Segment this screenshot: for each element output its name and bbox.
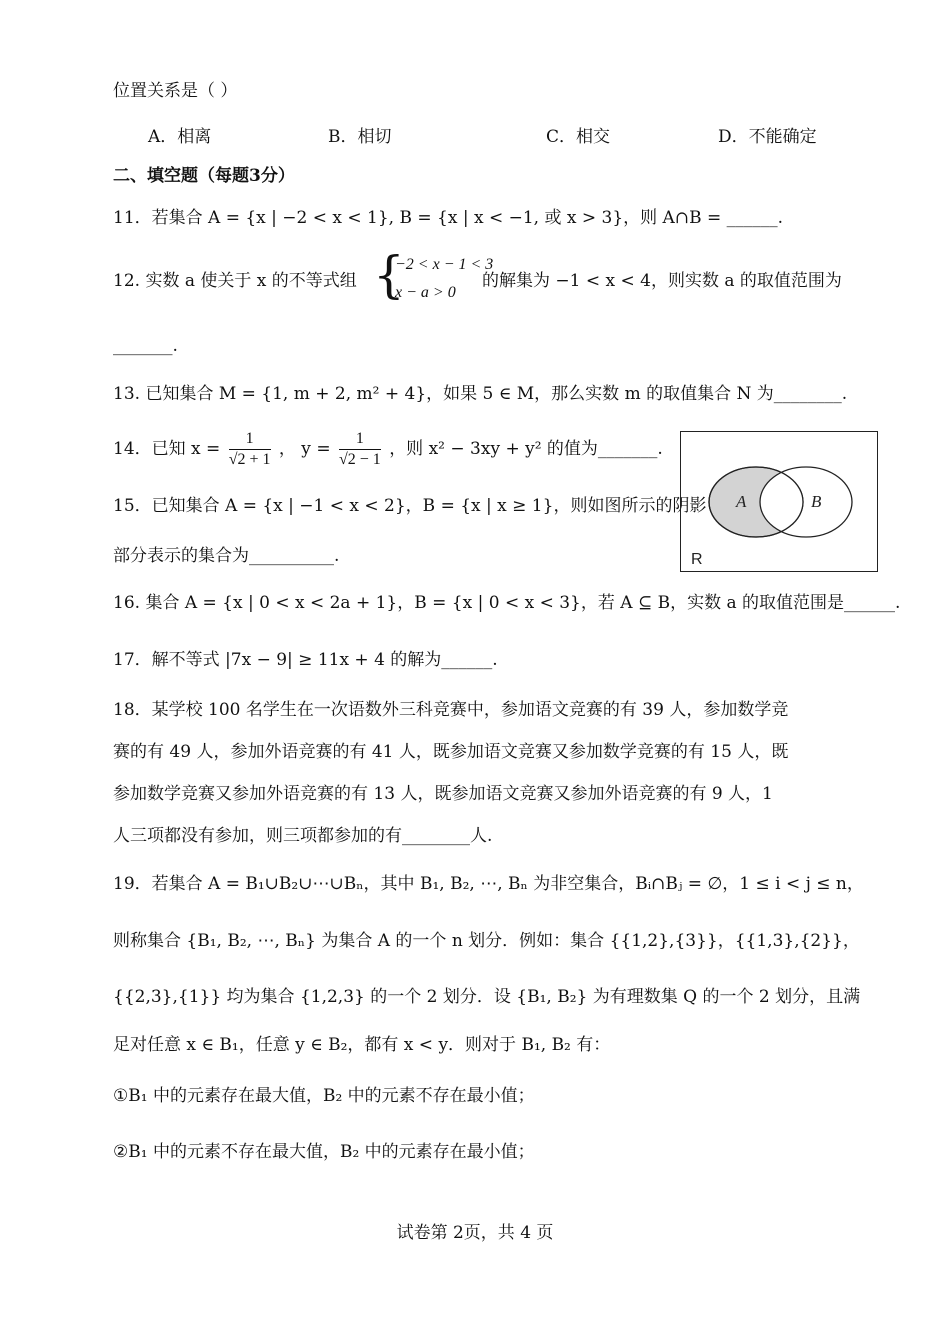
fraction-y-numerator: 1 [339, 429, 381, 450]
set-a-label: A [736, 492, 747, 511]
question-15-line-2: 部分表示的集合为__________. [113, 546, 340, 566]
universal-set-label: R [691, 551, 703, 568]
system-brace: { [373, 246, 405, 304]
question-18-line-2: 赛的有 49 人，参加外语竞赛的有 41 人，既参加语文竞赛又参加数学竞赛的有 15 人，既 [113, 742, 789, 762]
question-12-suffix: 的解集为 −1 < x < 4，则实数 a 的取值范围为 [482, 271, 842, 291]
question-11: 11．若集合 A = {x | −2 < x < 1}, B = {x | x < −1, 或 x > 3}，则 A∩B = ______. [113, 208, 784, 228]
question-19-line-3: {{2,3},{1}} 均为集合 {1,2,3} 的一个 2 划分．设 {B₁, B₂} 为有理数集 Q 的一个 2 划分，且满 [113, 987, 861, 1007]
question-17: 17．解不等式 |7x − 9| ≥ 11x + 4 的解为______. [113, 650, 498, 670]
question-16: 16. 集合 A = {x | 0 < x < 2a + 1}，B = {x | 0 < x < 3}，若 A ⊆ B，实数 a 的取值范围是______. [113, 593, 901, 613]
choice-c: C．相交 [546, 127, 611, 147]
question-15-line-1: 15．已知集合 A = {x | −1 < x < 2}，B = {x | x ≥ 1}，则如图所示的阴影 [113, 496, 707, 516]
system-row-1: −2 < x − 1 < 3 [395, 256, 494, 273]
question-18-line-3: 参加数学竞赛又参加外语竞赛的有 13 人，既参加语文竞赛又参加外语竞赛的有 9 人，1 [113, 784, 773, 804]
fraction-x-denominator: √2 + 1 [228, 451, 271, 468]
system-row-2: x − a > 0 [395, 284, 456, 301]
page-footer: 试卷第 2页，共 4 页 [396, 1223, 554, 1243]
question-19-option-1: ①B₁ 中的元素存在最大值，B₂ 中的元素不存在最小值； [113, 1086, 535, 1106]
question-14-prefix: 14．已知 x = [113, 439, 221, 459]
question-13: 13. 已知集合 M = {1, m + 2, m² + 4}，如果 5 ∈ M，那么实数 m 的取值集合 N 为________. [113, 384, 848, 404]
venn-diagram [680, 431, 878, 572]
fraction-x-numerator: 1 [229, 429, 271, 450]
question-18-line-4: 人三项都没有参加，则三项都参加的有________人. [113, 826, 493, 846]
question-10-tail: 位置关系是（ ） [113, 81, 238, 101]
fraction-y [339, 429, 381, 470]
question-19-option-2: ②B₁ 中的元素不存在最大值，B₂ 中的元素存在最小值； [113, 1142, 535, 1162]
question-12-blank: _______. [113, 336, 178, 356]
section-title: 二、填空题（每题3分） [113, 166, 295, 186]
choice-b: B．相切 [328, 127, 392, 147]
fraction-y-denominator: √2 − 1 [338, 451, 381, 468]
question-12-prefix: 12. 实数 a 使关于 x 的不等式组 [113, 271, 357, 291]
question-19-line-2: 则称集合 {B₁, B₂, ⋯, Bₙ} 为集合 A 的一个 n 划分．例如：集合 {{1,2},{3}}，{{1,3},{2}}， [113, 931, 860, 951]
question-19-line-1: 19．若集合 A = B₁∪B₂∪⋯∪Bₙ，其中 B₁, B₂, ⋯, Bₙ 为非空集合，Bᵢ∩Bⱼ = ∅，1 ≤ i < j ≤ n， [113, 874, 864, 894]
question-19-line-4: 足对任意 x ∈ B₁，任意 y ∈ B₂，都有 x < y．则对于 B₁, B₂ 有： [113, 1035, 611, 1055]
question-18-line-1: 18．某学校 100 名学生在一次语数外三科竞赛中，参加语文竞赛的有 39 人，参加数学竞 [113, 700, 789, 720]
venn-svg [681, 432, 876, 570]
question-14 [113, 428, 663, 470]
question-14-suffix: ，则 x² − 3xy + y² 的值为_______. [389, 439, 663, 459]
choice-a: A．相离 [148, 127, 212, 147]
choice-d: D．不能确定 [718, 127, 817, 147]
question-14-mid: ， y = [278, 439, 331, 459]
set-b-label: B [811, 492, 822, 511]
fraction-x [229, 429, 271, 470]
